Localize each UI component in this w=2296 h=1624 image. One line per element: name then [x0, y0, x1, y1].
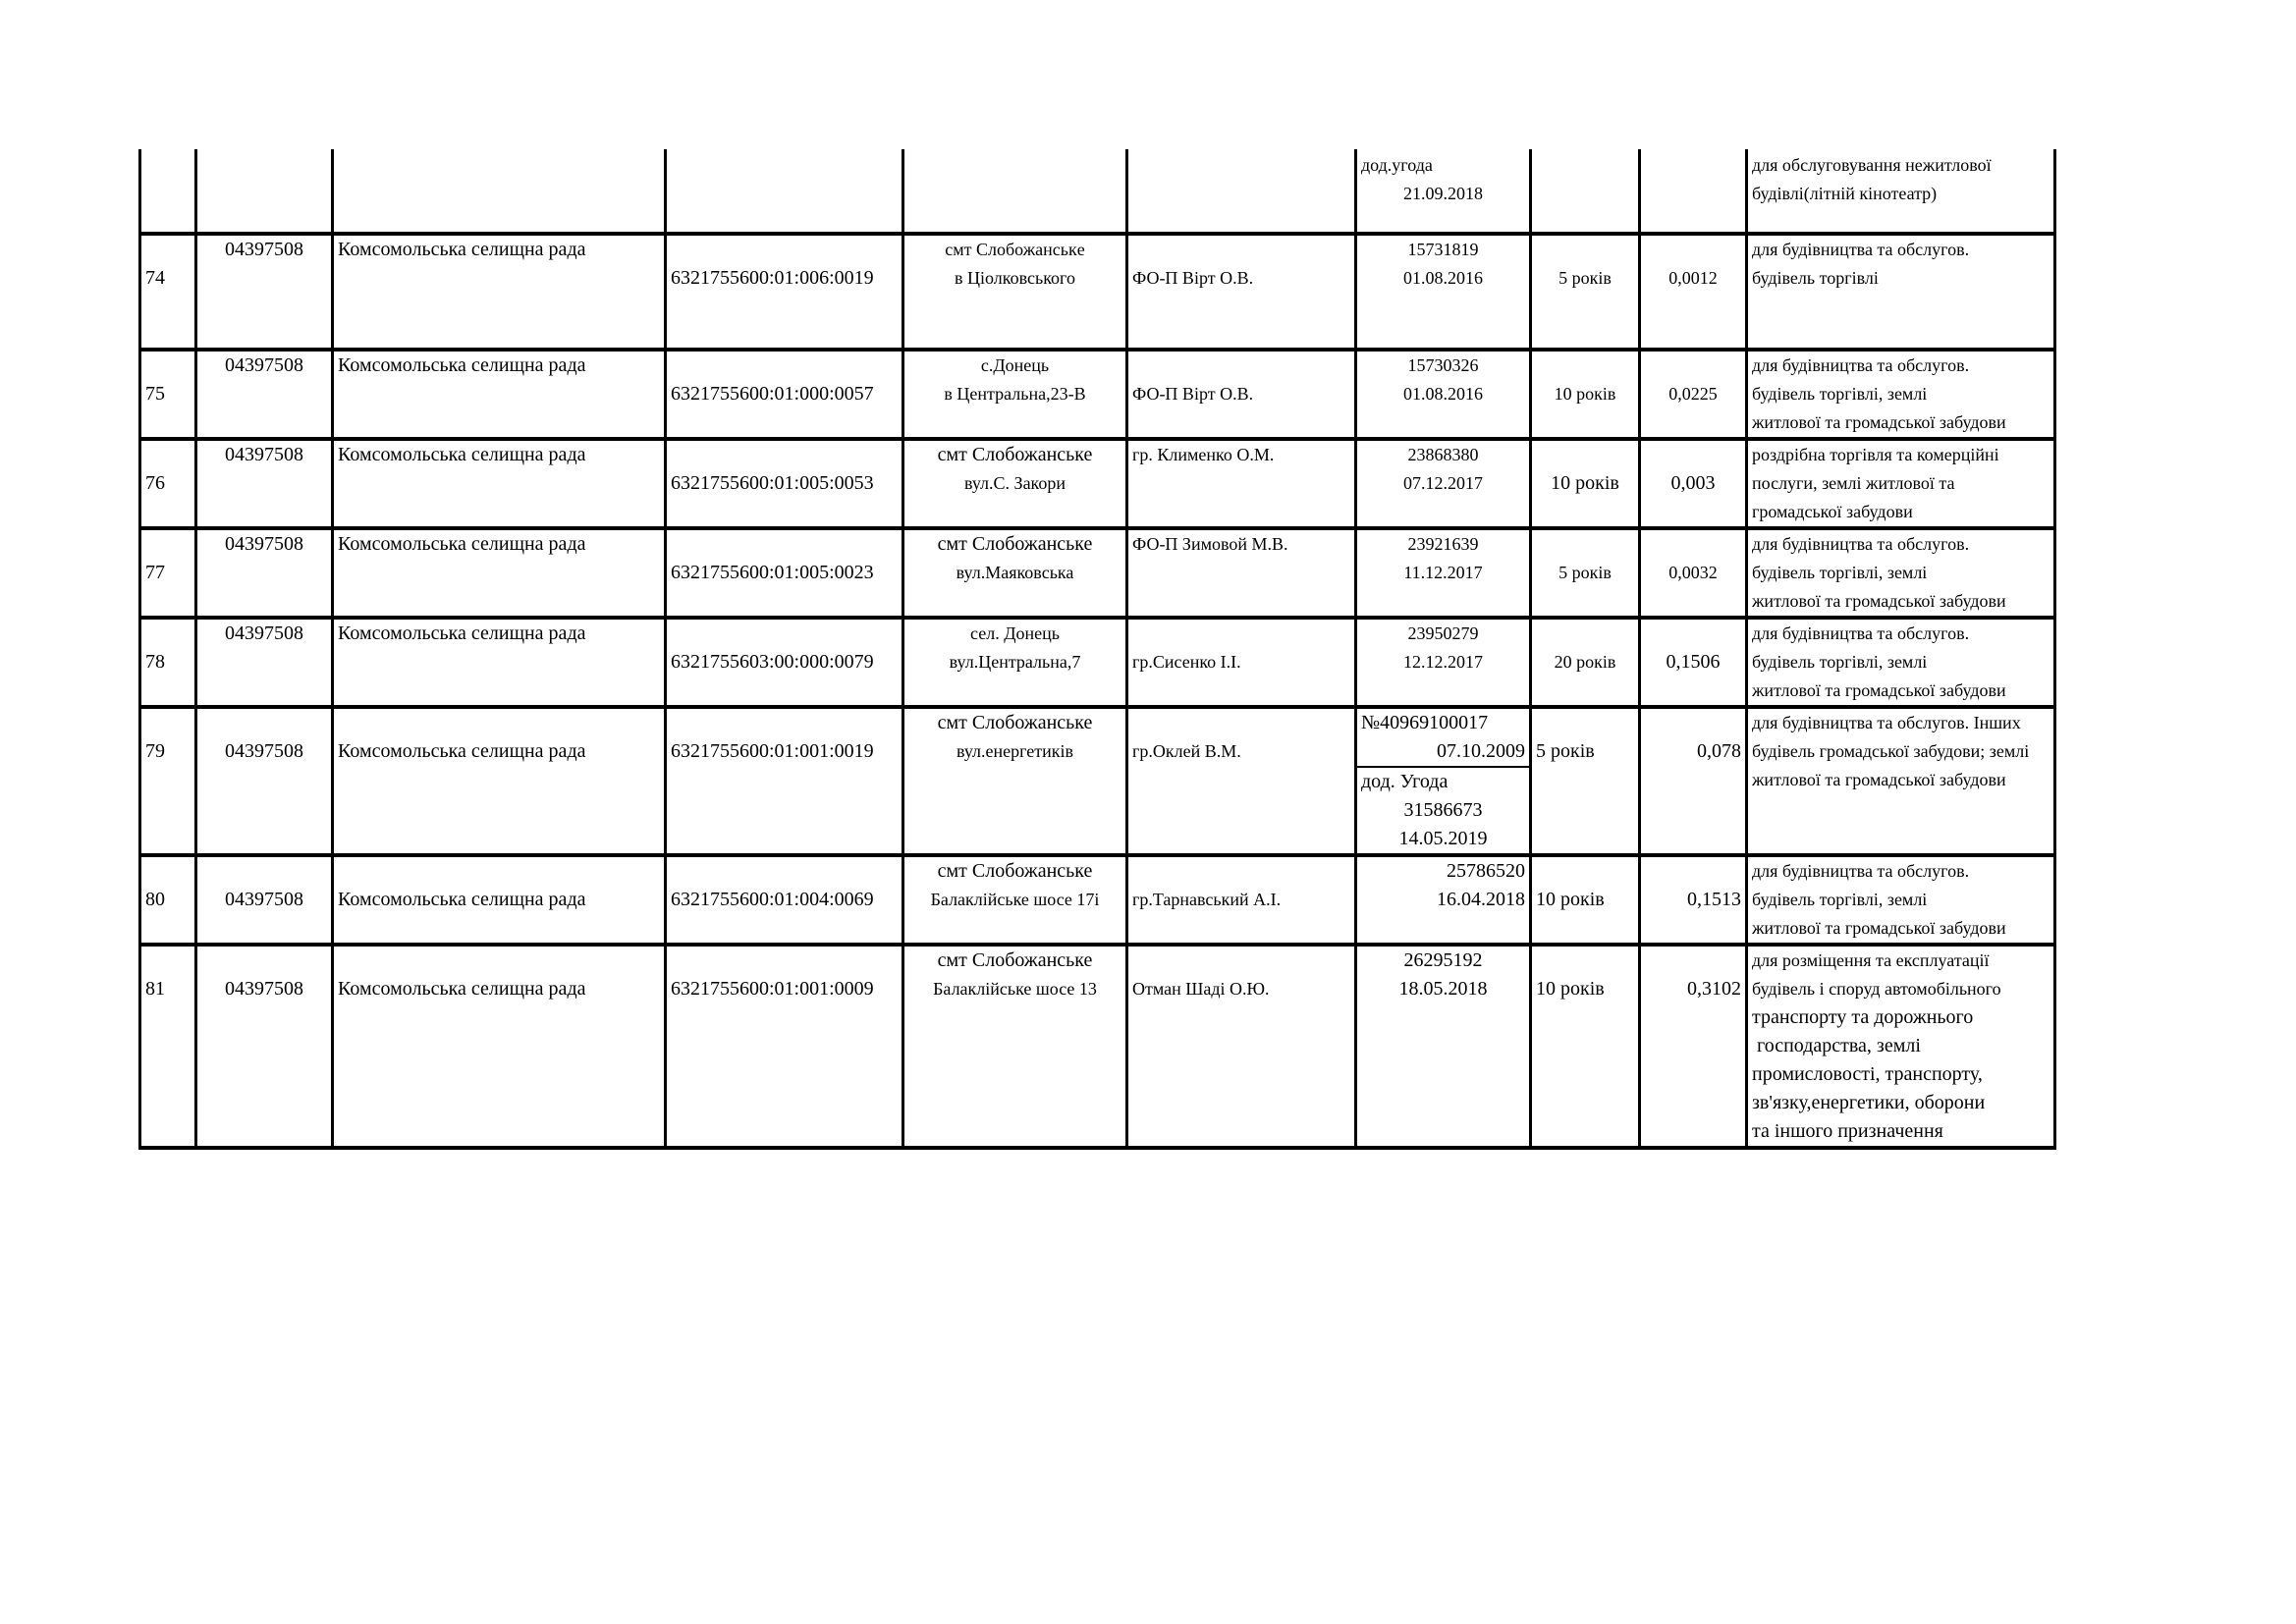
cell-agreement: [1356, 149, 1531, 234]
cell-num: 81: [140, 945, 196, 1148]
address-line: смт Слобожанське: [937, 949, 1093, 971]
agreement-date: 12.12.2017: [1403, 652, 1483, 672]
cell-area: 0,0012: [1640, 234, 1747, 350]
agreement-number: №40969100017: [1361, 712, 1489, 733]
cell-area: 0,0032: [1640, 528, 1747, 618]
purpose-line: житлової та громадської забудови: [1752, 918, 2006, 938]
cell-address: [903, 945, 1127, 1148]
cell-term: [1531, 149, 1640, 234]
agreement-date: 07.10.2009: [1437, 740, 1525, 762]
cell-lessee: гр. Клименко О.М.: [1127, 439, 1356, 528]
cell-council: [333, 149, 666, 234]
purpose-line: для обслуговування нежитлової: [1752, 155, 1992, 175]
cell-address: [903, 707, 1127, 855]
cell-agreement: [1356, 528, 1531, 618]
cell-num: 77: [140, 528, 196, 618]
cell-agreement: [1356, 945, 1531, 1148]
address-line: Балаклійське шосе 17і: [930, 890, 1100, 909]
address-line: смт Слобожанське: [937, 444, 1093, 465]
cell-num: 79: [140, 707, 196, 855]
purpose-line: будівель громадської забудови; землі: [1752, 741, 2030, 761]
purpose-line: та іншого призначення: [1752, 1120, 1943, 1142]
address-line: в Центральна,23-В: [944, 384, 1086, 404]
cell-code: 04397508: [196, 855, 333, 945]
agreement-date: 11.12.2017: [1403, 563, 1483, 582]
purpose-line: будівель торгівлі, землі: [1752, 652, 1928, 672]
cell-council: Комсомольська селищна рада: [333, 234, 666, 350]
cell-agreement: [1356, 439, 1531, 528]
purpose-line: для будівництва та обслугов. Інших: [1752, 713, 2021, 732]
cell-num: 80: [140, 855, 196, 945]
cell-agreement: [1356, 234, 1531, 350]
agreement-number: 23868380: [1407, 445, 1479, 464]
cell-area: 0,003: [1640, 439, 1747, 528]
cell-lessee: гр.Сисенко І.І.: [1127, 618, 1356, 707]
table-row: [140, 945, 2055, 1148]
cell-lessee: гр.Оклей В.М.: [1127, 707, 1356, 855]
cell-agreement: [1356, 618, 1531, 707]
cell-agreement: [1356, 350, 1531, 439]
address-line: смт Слобожанське: [937, 712, 1093, 733]
cell-code: 04397508: [196, 234, 333, 350]
agreement-number: 26295192: [1403, 949, 1483, 971]
cell-term: 20 років: [1531, 618, 1640, 707]
cell-cadastre: 6321755600:01:001:0019: [666, 707, 903, 855]
cell-num: 74: [140, 234, 196, 350]
cell-cadastre: [666, 149, 903, 234]
cell-area: [1640, 149, 1747, 234]
cell-agreement: [1356, 707, 1531, 855]
table-row: [140, 234, 2055, 350]
cell-num: 76: [140, 439, 196, 528]
cell-cadastre: 6321755600:01:005:0053: [666, 439, 903, 528]
cell-purpose: [1747, 439, 2055, 528]
cell-purpose: [1747, 528, 2055, 618]
purpose-line: будівель торгівлі: [1752, 268, 1879, 288]
cell-num: 75: [140, 350, 196, 439]
agreement-date: 01.08.2016: [1403, 384, 1483, 404]
cell-code: 04397508: [196, 350, 333, 439]
cell-council: Комсомольська селищна рада: [333, 439, 666, 528]
cell-council: Комсомольська селищна рада: [333, 945, 666, 1148]
cell-address: [903, 528, 1127, 618]
address-line: сел. Донець: [970, 623, 1060, 643]
purpose-line: для будівництва та обслугов.: [1752, 861, 1970, 881]
table-row: [140, 439, 2055, 528]
purpose-line: житлової та громадської забудови: [1752, 591, 2006, 611]
cell-code: 04397508: [196, 945, 333, 1148]
cell-term: 10 років: [1531, 439, 1640, 528]
cell-lessee: ФО-П Вірт О.В.: [1127, 350, 1356, 439]
cell-term: 10 років: [1531, 945, 1640, 1148]
agreement-number: 23950279: [1407, 623, 1479, 643]
purpose-line: житлової та громадської забудови: [1752, 680, 2006, 700]
cell-cadastre: 6321755600:01:004:0069: [666, 855, 903, 945]
address-line: смт Слобожанськe: [945, 240, 1085, 259]
cell-purpose: [1747, 149, 2055, 234]
purpose-line: житлової та громадської забудови: [1752, 412, 2006, 432]
cell-lessee: ФО-П Вірт О.В.: [1127, 234, 1356, 350]
cell-area: 0,0225: [1640, 350, 1747, 439]
cell-address: [903, 350, 1127, 439]
purpose-line: господарства, землі: [1752, 1035, 1921, 1056]
cell-code: 04397508: [196, 618, 333, 707]
agreement-number: 25786520: [1447, 860, 1525, 882]
cell-area: 0,3102: [1640, 945, 1747, 1148]
cell-cadastre: 6321755603:00:000:0079: [666, 618, 903, 707]
agreement-label: дод.угода: [1361, 155, 1433, 175]
address-line: смт Слобожанське: [937, 533, 1093, 555]
sub-agreement-number: 31586673: [1403, 799, 1483, 821]
cell-purpose: [1747, 855, 2055, 945]
address-line: вул.С. Закори: [963, 473, 1066, 493]
cell-address: [903, 149, 1127, 234]
purpose-line: для будівництва та обслугов.: [1752, 534, 1970, 554]
purpose-line: транспорту та дорожнього: [1752, 1006, 1974, 1028]
cell-council: Комсомольська селищна рада: [333, 528, 666, 618]
sub-agreement-date: 14.05.2019: [1398, 828, 1488, 849]
purpose-line: будівель торгівлі, землі: [1752, 890, 1928, 909]
table-row: [140, 528, 2055, 618]
agreement-number: 15731819: [1407, 240, 1479, 259]
purpose-line: для будівництва та обслугов.: [1752, 623, 1970, 643]
purpose-line: для розміщення та експлуатації: [1752, 950, 1990, 970]
cell-purpose: [1747, 945, 2055, 1148]
cell-council: Комсомольська селищна рада: [333, 707, 666, 855]
cell-lessee: [1127, 149, 1356, 234]
cell-purpose: [1747, 707, 2055, 855]
cell-cadastre: 6321755600:01:001:0009: [666, 945, 903, 1148]
cell-term: 10 років: [1531, 855, 1640, 945]
sub-agreement-label: дод. Угода: [1361, 771, 1449, 792]
cell-council: Комсомольська селищна рада: [333, 855, 666, 945]
table-row: [140, 855, 2055, 945]
cell-term: 5 років: [1531, 707, 1640, 855]
cell-cadastre: 6321755600:01:005:0023: [666, 528, 903, 618]
address-line: в Ціолковського: [955, 268, 1075, 288]
cell-address: [903, 618, 1127, 707]
cell-area: 0,1506: [1640, 618, 1747, 707]
purpose-line: будівлі(літній кінотеатр): [1752, 184, 1938, 203]
cell-code: 04397508: [196, 707, 333, 855]
cell-code: [196, 149, 333, 234]
agreement-date: 18.05.2018: [1398, 978, 1488, 1000]
cell-lessee: Отман Шаді О.Ю.: [1127, 945, 1356, 1148]
cell-council: Комсомольська селищна рада: [333, 350, 666, 439]
table-row: [140, 618, 2055, 707]
cell-purpose: [1747, 618, 2055, 707]
cell-cadastre: 6321755600:01:006:0019: [666, 234, 903, 350]
purpose-line: будівель торгівлі, землі: [1752, 384, 1928, 404]
cell-address: [903, 234, 1127, 350]
agreement-number: 15730326: [1407, 355, 1479, 375]
cell-address: [903, 855, 1127, 945]
agreement-date: 16.04.2018: [1437, 889, 1525, 910]
purpose-line: для будівництва та обслугов.: [1752, 240, 1970, 259]
cell-purpose: [1747, 234, 2055, 350]
cell-term: 5 років: [1531, 234, 1640, 350]
purpose-line: житлової та громадської забудови: [1752, 770, 2006, 789]
table-row: [140, 350, 2055, 439]
purpose-line: роздрібна торгівля та комерційні: [1752, 445, 1999, 464]
purpose-line: для будівництва та обслугов.: [1752, 355, 1970, 375]
cell-num: 78: [140, 618, 196, 707]
land-lease-table: [138, 149, 2056, 1150]
purpose-line: будівель торгівлі, землі: [1752, 563, 1928, 582]
address-line: вул.енергетиків: [956, 741, 1074, 761]
cell-address: [903, 439, 1127, 528]
cell-code: 04397508: [196, 528, 333, 618]
table-row: [140, 707, 2055, 855]
table-row-continued: [140, 149, 2055, 234]
purpose-line: зв'язку,енергетики, оборони: [1752, 1092, 1986, 1113]
agreement-number: 23921639: [1407, 534, 1479, 554]
cell-agreement: [1356, 855, 1531, 945]
address-line: смт Слобожанське: [937, 860, 1093, 882]
purpose-line: будівель і споруд автомобільного: [1752, 979, 2001, 999]
agreement-date: 21.09.2018: [1403, 184, 1483, 203]
address-line: вул.Маяковська: [956, 563, 1074, 582]
purpose-line: послуги, землі житлової та: [1752, 473, 1955, 493]
sub-agreement-divider: [1357, 766, 1529, 853]
purpose-line: промисловості, транспорту,: [1752, 1063, 1983, 1085]
cell-code: 04397508: [196, 439, 333, 528]
purpose-line: громадської забудови: [1752, 502, 1913, 521]
agreement-date: 01.08.2016: [1403, 268, 1483, 288]
cell-num: [140, 149, 196, 234]
address-line: с.Донець: [980, 355, 1050, 375]
cell-purpose: [1747, 350, 2055, 439]
cell-lessee: ФО-П Зимовой М.В.: [1127, 528, 1356, 618]
cell-cadastre: 6321755600:01:000:0057: [666, 350, 903, 439]
address-line: Балаклійське шосе 13: [933, 979, 1097, 999]
cell-lessee: гр.Тарнавський А.І.: [1127, 855, 1356, 945]
cell-term: 5 років: [1531, 528, 1640, 618]
cell-area: 0,078: [1640, 707, 1747, 855]
address-line: вул.Центральна,7: [949, 652, 1081, 672]
cell-area: 0,1513: [1640, 855, 1747, 945]
cell-term: 10 років: [1531, 350, 1640, 439]
cell-council: Комсомольська селищна рада: [333, 618, 666, 707]
agreement-date: 07.12.2017: [1403, 473, 1483, 493]
